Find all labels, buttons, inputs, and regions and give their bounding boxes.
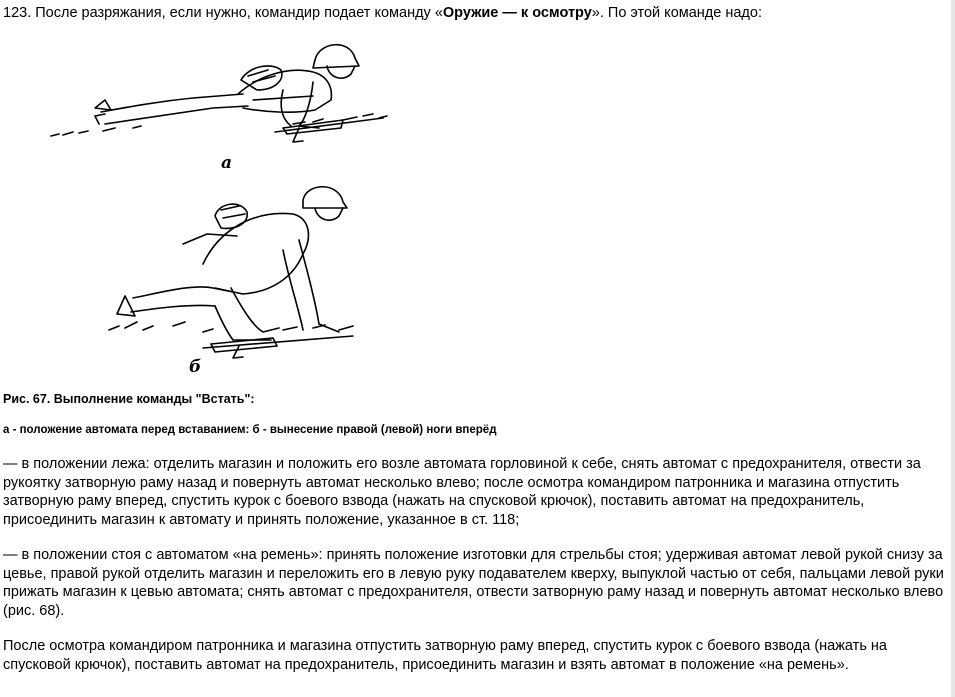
figure-b-label: б: [189, 357, 202, 377]
paragraph-prone: — в положении лежа: отделить магазин и положить его возле автомата горловиной к себе, снять автомат с предохранителя, отвести за рукоятку затворную раму назад и повернуть автомат несколько влево; после осмотра командиром патронника и магазина отпустить затворную раму вперед, спустить курок с боевого взвода (нажать на спусковой крючок), поставить автомат на предохранитель, присоединить магазин к автомату и принять положение, указанное в ст. 118;: [3, 456, 921, 528]
command-name: Оружие — к осмотру: [442, 5, 592, 21]
paragraph-standing: — в положении стоя с автоматом «на ремень»: принять положение изготовки для стрельбы стоя; удерживая автомат левой рукой снизу за цевье, правой рукой отделить магазин и переложить его в левую руку подавателем кверху, выпуклой частью от себя, пальцами левой руки прижать магазин к цевью автомата; снять автомат с предохранителя, отвести затворную раму назад и повернуть автомат несколько влево (рис. 68).: [3, 547, 944, 619]
figure-a-prone-soldier: [43, 36, 403, 176]
figure-subcaption: а - положение автомата перед вставанием: б - вынесение правой (левой) ноги вперёд: [3, 424, 497, 436]
figure-a-label: а: [221, 153, 233, 173]
vertical-scrollbar[interactable]: [951, 0, 955, 697]
intro-suffix: ». По этой команде надо:: [591, 5, 762, 21]
paragraph-after-inspection: После осмотра командиром патронника и магазина отпустить затворную раму вперед, спустить курок с боевого взвода (нажать на спусковой крючок), поставить автомат на предохранитель, присоединить магазин и взять автомат в положение «на ремень».: [3, 638, 887, 673]
intro-prefix: 123. После разряжания, если нужно, командир подает команду «: [3, 5, 443, 21]
figure-caption: Рис. 67. Выполнение команды "Встать":: [3, 392, 255, 406]
figure-b-rising-soldier: [103, 180, 373, 380]
intro-line: [3, 4, 762, 22]
